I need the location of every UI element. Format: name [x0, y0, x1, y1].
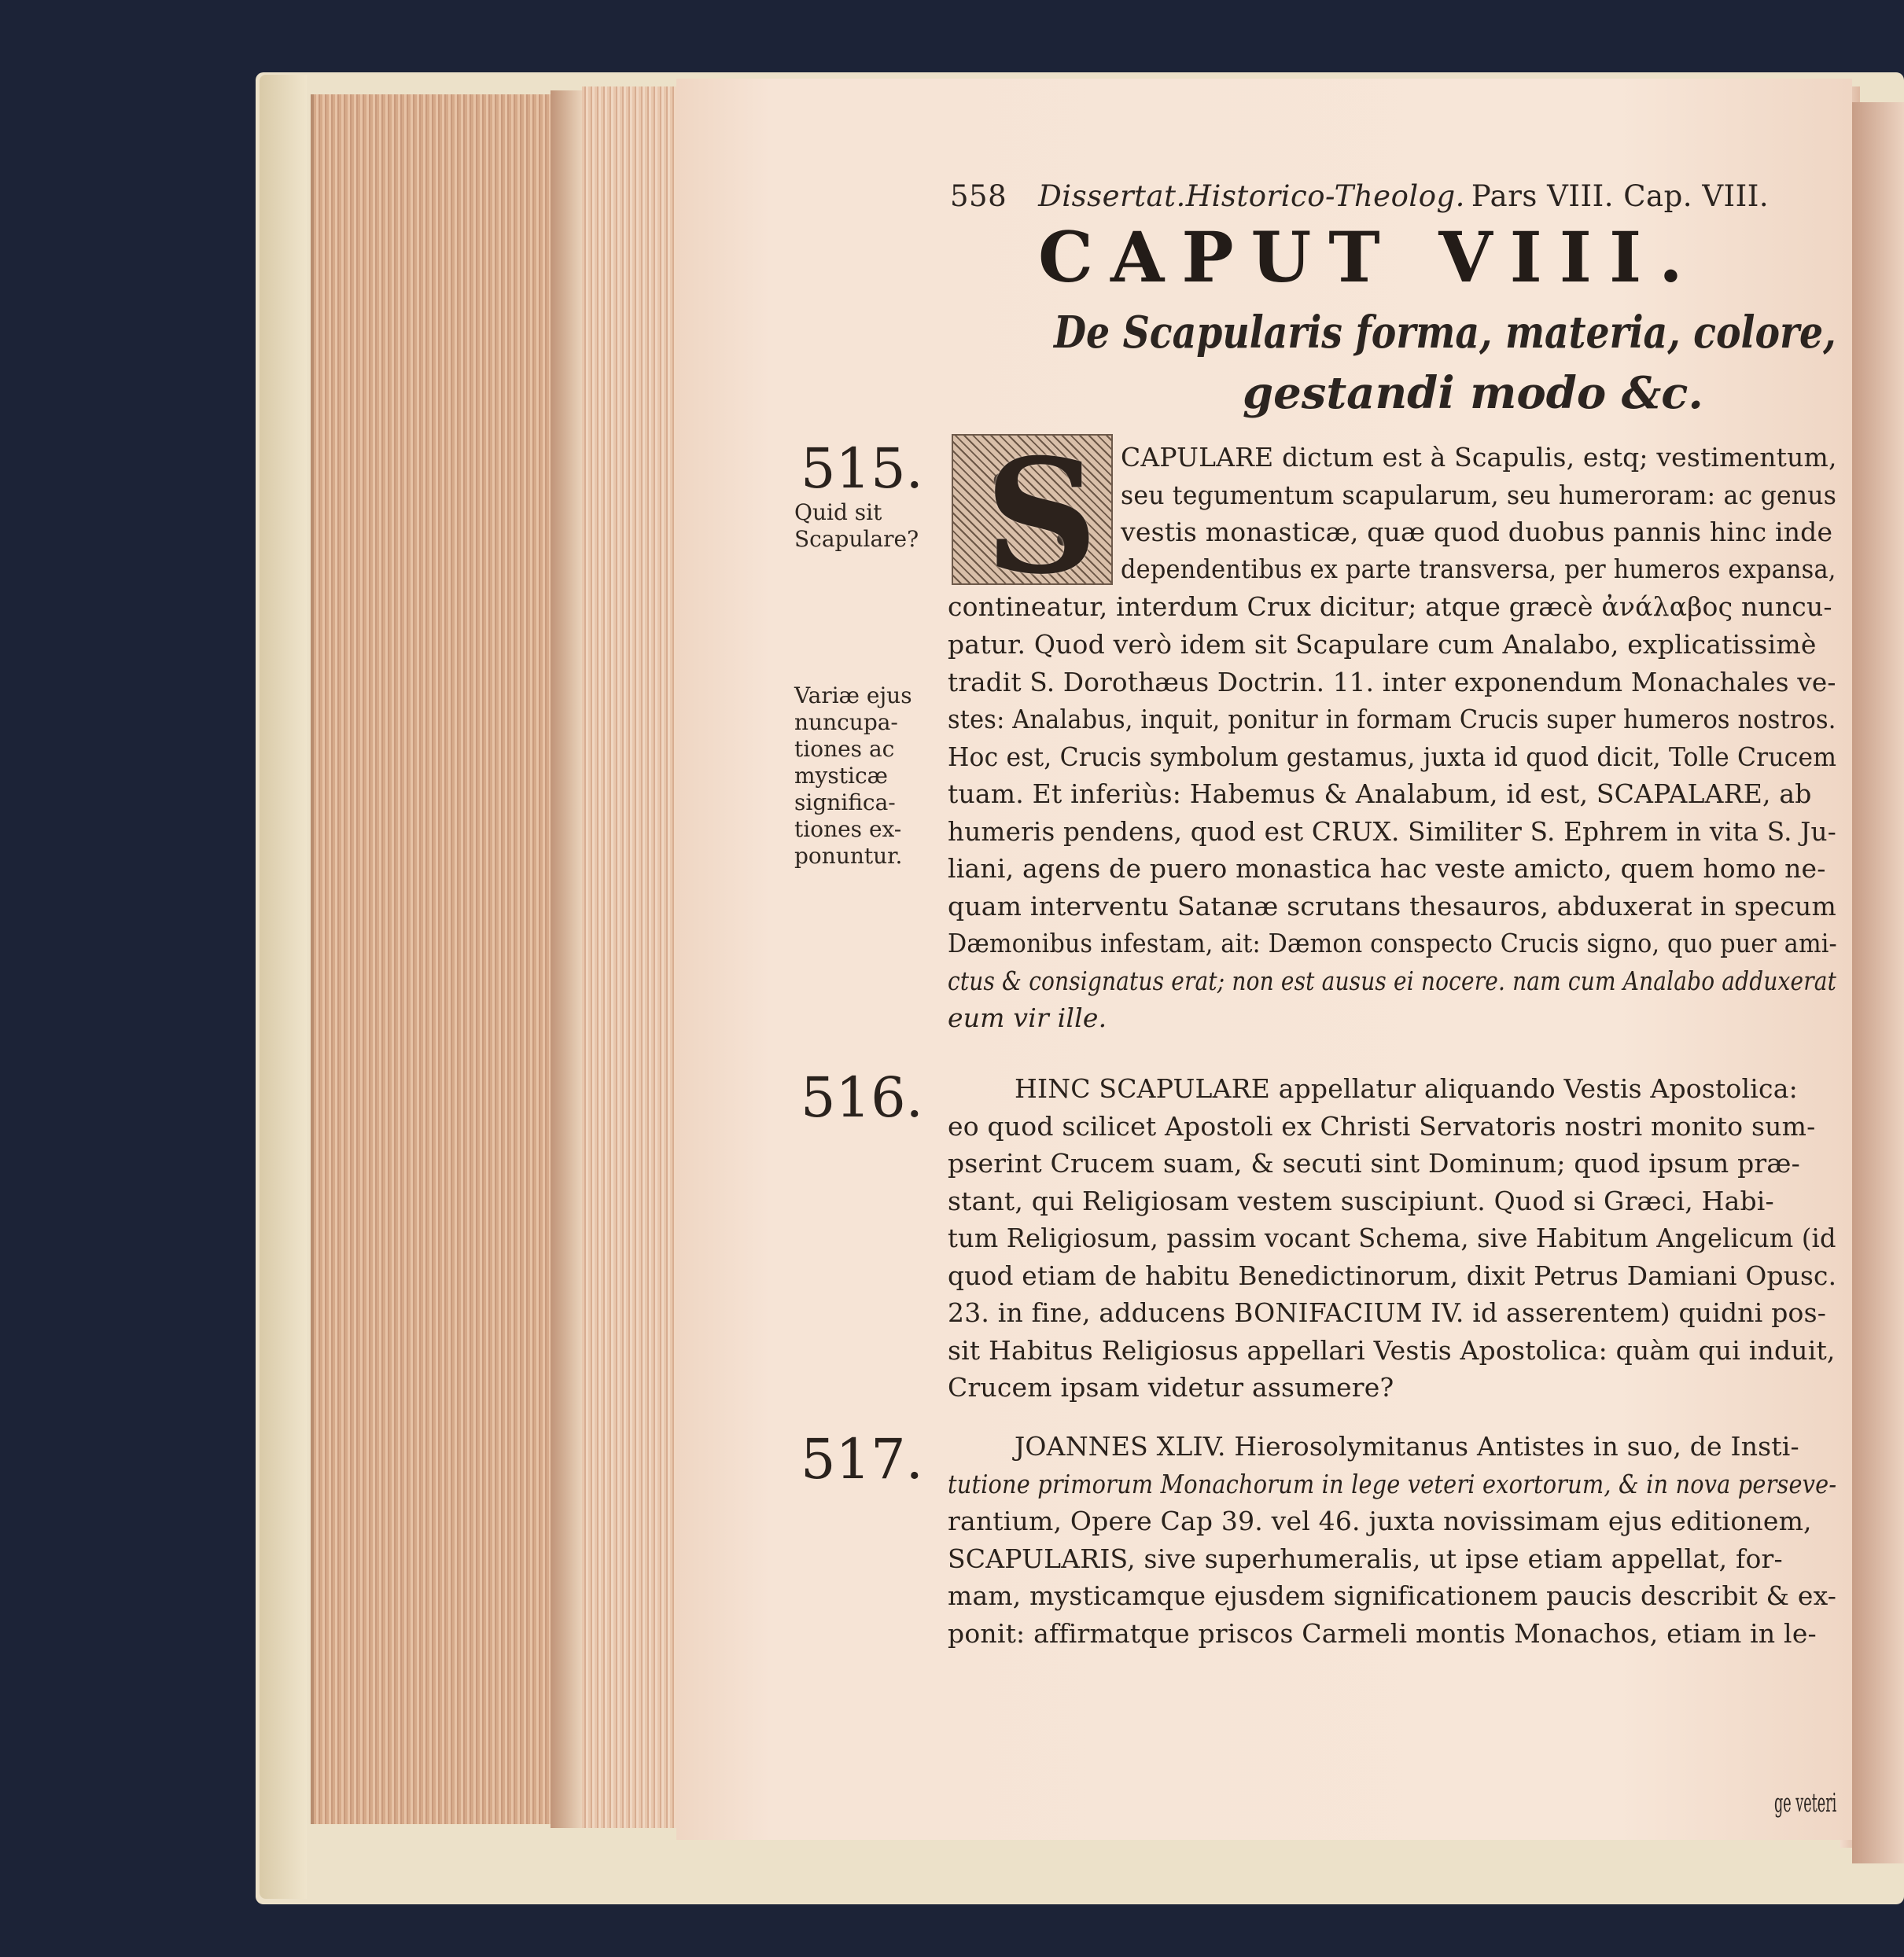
text-line: liani, agens de puero monastica hac veste amicto, quem homo ne- — [948, 853, 1826, 884]
text-line: humeris pendens, quod est CRUX. Similiter S. Ephrem in vita S. Ju- — [948, 816, 1837, 847]
section-number-516: 516. — [801, 1065, 923, 1130]
page-edges-left — [311, 94, 554, 1824]
chapter-title: CAPUT VIII. — [1038, 216, 1700, 298]
drop-cap-letter: S — [985, 425, 1099, 609]
margin-note-line: tiones ex- — [794, 816, 902, 842]
text-line: ponit: affirmatque priscos Carmeli montis Monachos, etiam in le- — [948, 1618, 1817, 1649]
margin-note-line: tiones ac — [794, 736, 895, 762]
page-number: 558 — [950, 179, 1007, 213]
text-line: quod etiam de habitu Benedictinorum, dixit Petrus Damiani Opusc. — [948, 1260, 1837, 1291]
book-spine — [260, 75, 307, 1899]
text-line: quam interventu Satanæ scrutans thesauros, abduxerat in specum — [948, 891, 1836, 921]
text-line: vestis monasticæ, quæ quod duobus pannis hinc inde — [1121, 517, 1833, 547]
section-number-517: 517. — [801, 1427, 923, 1492]
next-page — [1852, 102, 1904, 1863]
text-line: SCAPULARIS, sive superhumeralis, ut ipse etiam appellat, for- — [948, 1543, 1783, 1574]
text-line: eum vir ille. — [948, 1002, 1107, 1033]
catchword: ge veteri — [1774, 1787, 1837, 1818]
margin-note-515 — [794, 499, 932, 553]
text-line: seu tegumentum scapularum, seu humeroram: ac genus — [1121, 480, 1837, 510]
chapter-subtitle-1: De Scapularis forma, materia, colore, — [1054, 307, 1836, 359]
text-line: tuam. Et inferiùs: Habemus & Analabum, id est, SCAPALARE, ab — [948, 778, 1812, 809]
text-line: JOANNES XLIV. Hierosolymitanus Antistes in suo, de Insti- — [1015, 1431, 1799, 1462]
text-line: 23. in fine, adducens BONIFACIUM IV. id asserentem) quidni pos- — [948, 1297, 1827, 1328]
margin-note-variae — [794, 682, 932, 870]
text-line: CAPULARE dictum est à Scapulis, estq; vestimentum, — [1121, 442, 1837, 473]
text-line: Crucem ipsam videtur assumere? — [948, 1372, 1394, 1403]
text-line: mam, mysticamque ejusdem significationem paucis describit & ex- — [948, 1580, 1837, 1611]
text-line: sit Habitus Religiosus appellari Vestis Apostolica: quàm qui induit, — [948, 1335, 1836, 1366]
margin-note-line: ponuntur. — [794, 843, 903, 869]
text-line: tum Religiosum, passim vocant Schema, sive Habitum Angelicum (id — [948, 1223, 1836, 1253]
text-line: stes: Analabus, inquit, ponitur in formam Crucis super humeros nostros. — [948, 704, 1836, 734]
text-line: tradit S. Dorothæus Doctrin. 11. inter exponendum Monachales ve- — [948, 667, 1836, 697]
text-line: HINC SCAPULARE appellatur aliquando Vestis Apostolica: — [1015, 1073, 1798, 1104]
text-line: contineatur, interdum Crux dicitur; atque græcè ἀνάλαβος nuncu- — [948, 591, 1832, 622]
text-line: patur. Quod verò idem sit Scapulare cum Analabo, explicatissimè — [948, 629, 1817, 660]
running-header — [950, 179, 1769, 213]
gutter — [551, 90, 582, 1828]
text-line: Hoc est, Crucis symbolum gestamus, juxta id quod dicit, Tolle Crucem — [948, 741, 1837, 772]
margin-note-line: Variæ ejus — [794, 682, 912, 708]
text-line: stant, qui Religiosam vestem suscipiunt. Quod si Græci, Habi- — [948, 1186, 1774, 1216]
page-edges — [582, 86, 676, 1828]
running-title: Dissertat.Historico-Theolog. — [1038, 179, 1465, 213]
text-line: dependentibus ex parte transversa, per humeros expansa, — [1121, 554, 1836, 584]
margin-note-line: mysticæ — [794, 763, 888, 789]
margin-note-line: Scapulare? — [794, 526, 919, 552]
text-line: ctus & consignatus erat; non est ausus ei nocere. nam cum Analabo adduxerat — [948, 966, 1837, 996]
part-chapter: Pars VIII. Cap. VIII. — [1471, 179, 1770, 213]
book-page — [676, 79, 1852, 1840]
section-number-515: 515. — [801, 436, 923, 501]
drop-cap — [952, 425, 1113, 609]
margin-note-line: nuncupa- — [794, 709, 898, 735]
text-line: tutione primorum Monachorum in lege veteri exortorum, & in nova perseve- — [948, 1469, 1837, 1499]
chapter-subtitle-2: gestandi modo &c. — [1243, 367, 1703, 419]
margin-note-line: Quid sit — [794, 499, 882, 525]
text-line: Dæmonibus infestam, ait: Dæmon conspecto Crucis signo, quo puer ami- — [948, 928, 1837, 958]
margin-note-line: significa- — [794, 789, 896, 815]
text-line: pserint Crucem suam, & secuti sint Dominum; quod ipsum præ- — [948, 1148, 1800, 1179]
text-line: eo quod scilicet Apostoli ex Christi Servatoris nostri monito sum- — [948, 1111, 1816, 1142]
text-line: rantium, Opere Cap 39. vel 46. juxta novissimam ejus editionem, — [948, 1506, 1812, 1536]
